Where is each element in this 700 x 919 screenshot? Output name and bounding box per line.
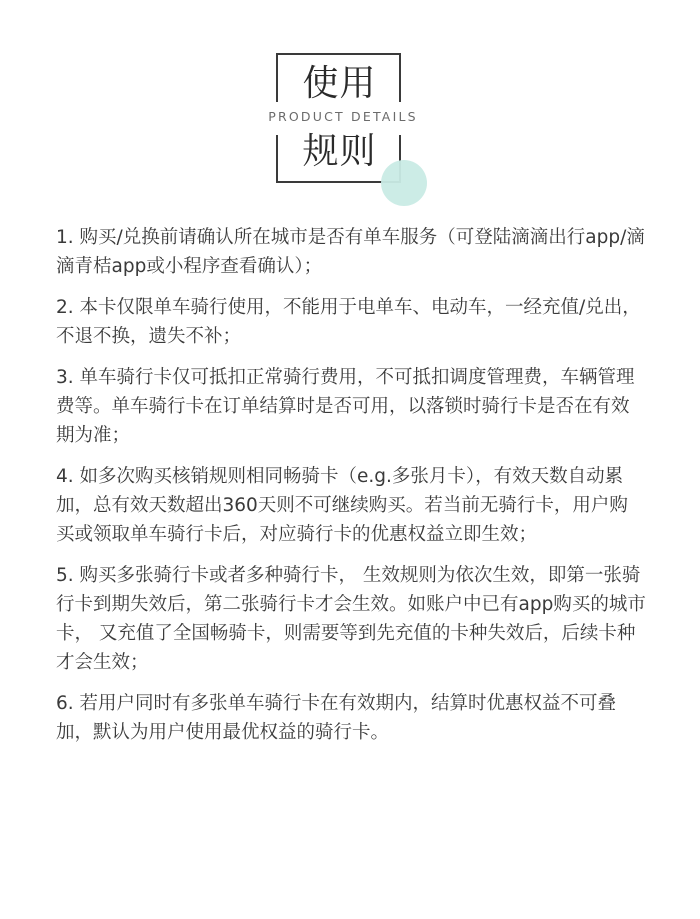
rule-item-4: 4. 如多次购买核销规则相同畅骑卡（e.g.多张月卡），有效天数自动累加，总有效天数超出360天则不可继续购买。若当前无骑行卡，用户购买或领取单车骑行卡后，对应骑行卡的优惠权益立即生效； bbox=[56, 466, 628, 545]
rule-item-1: 1. 购买/兑换前请确认所在城市是否有单车服务（可登陆滴滴出行app/滴滴青桔app或小程序查看确认）； bbox=[56, 227, 645, 277]
rules-list bbox=[56, 223, 646, 747]
page-subtitle: PRODUCT DETAILS bbox=[250, 109, 436, 125]
rule-item-3: 3. 单车骑行卡仅可抵扣正常骑行费用，不可抵扣调度管理费，车辆管理费等。单车骑行卡在订单结算时是否可用，以落锁时骑行卡是否在有效期为准； bbox=[56, 367, 635, 446]
rule-item-5: 5. 购买多张骑行卡或者多种骑行卡， 生效规则为依次生效，即第一张骑行卡到期失效后，第二张骑行卡才会生效。如账户中已有app购买的城市卡， 又充值了全国畅骑卡，则需要等到先充值的卡种失效后，后续卡种才会生效； bbox=[56, 565, 646, 673]
page-title-line-1: 使用 bbox=[302, 63, 377, 104]
rules-header bbox=[0, 0, 700, 200]
decorative-circle bbox=[381, 160, 427, 206]
rule-item-2: 2. 本卡仅限单车骑行使用，不能用于电单车、电动车，一经充值/兑出，不退不换，遗失不补； bbox=[56, 297, 641, 347]
page-title-line-2: 规则 bbox=[302, 131, 377, 172]
rule-item-6: 6. 若用户同时有多张单车骑行卡在有效期内，结算时优惠权益不可叠加，默认为用户使用最优权益的骑行卡。 bbox=[56, 693, 617, 743]
